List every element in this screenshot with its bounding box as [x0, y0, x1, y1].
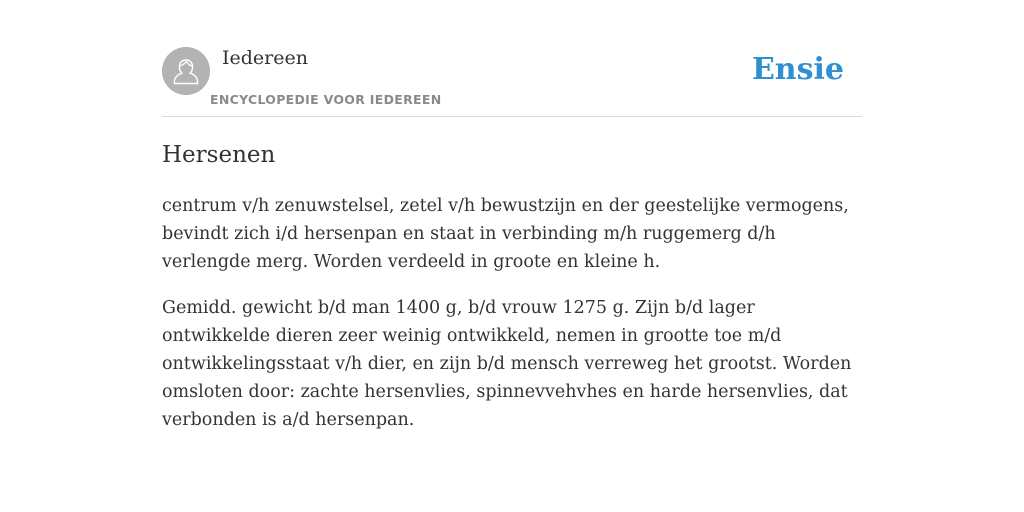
author-subtitle: ENCYCLOPEDIE VOOR IEDEREEN — [210, 92, 442, 107]
avatar[interactable] — [162, 47, 210, 95]
article-body — [162, 192, 862, 452]
brand-logo[interactable]: Ensie — [751, 52, 844, 87]
entry-header — [162, 46, 862, 117]
paragraph-2: Gemidd. gewicht b/d man 1400 g, b/d vrouw 1275 g. Zijn b/d lager ontwikkelde dieren zeer weinig ontwikkeld, nemen in grootte toe m/d ontwikkelingsstaat v/h dier, en zijn b/d mensch verreweg het grootst. Worden omsloten door: zachte hersenvlies, spinnevvehvhes en harde hersenvlies, dat verbonden is a/d hersenpan. — [162, 298, 852, 430]
author-name[interactable]: Iedereen — [222, 47, 308, 69]
user-silhouette-icon — [162, 47, 210, 95]
page-title: Hersenen — [162, 142, 276, 168]
paragraph-1: centrum v/h zenuwstelsel, zetel v/h bewustzijn en der geestelijke vermogens, bevindt zich i/d hersenpan en staat in verbinding m/h ruggemerg d/h verlengde merg. Worden verdeeld in groote en kleine h. — [162, 196, 849, 272]
